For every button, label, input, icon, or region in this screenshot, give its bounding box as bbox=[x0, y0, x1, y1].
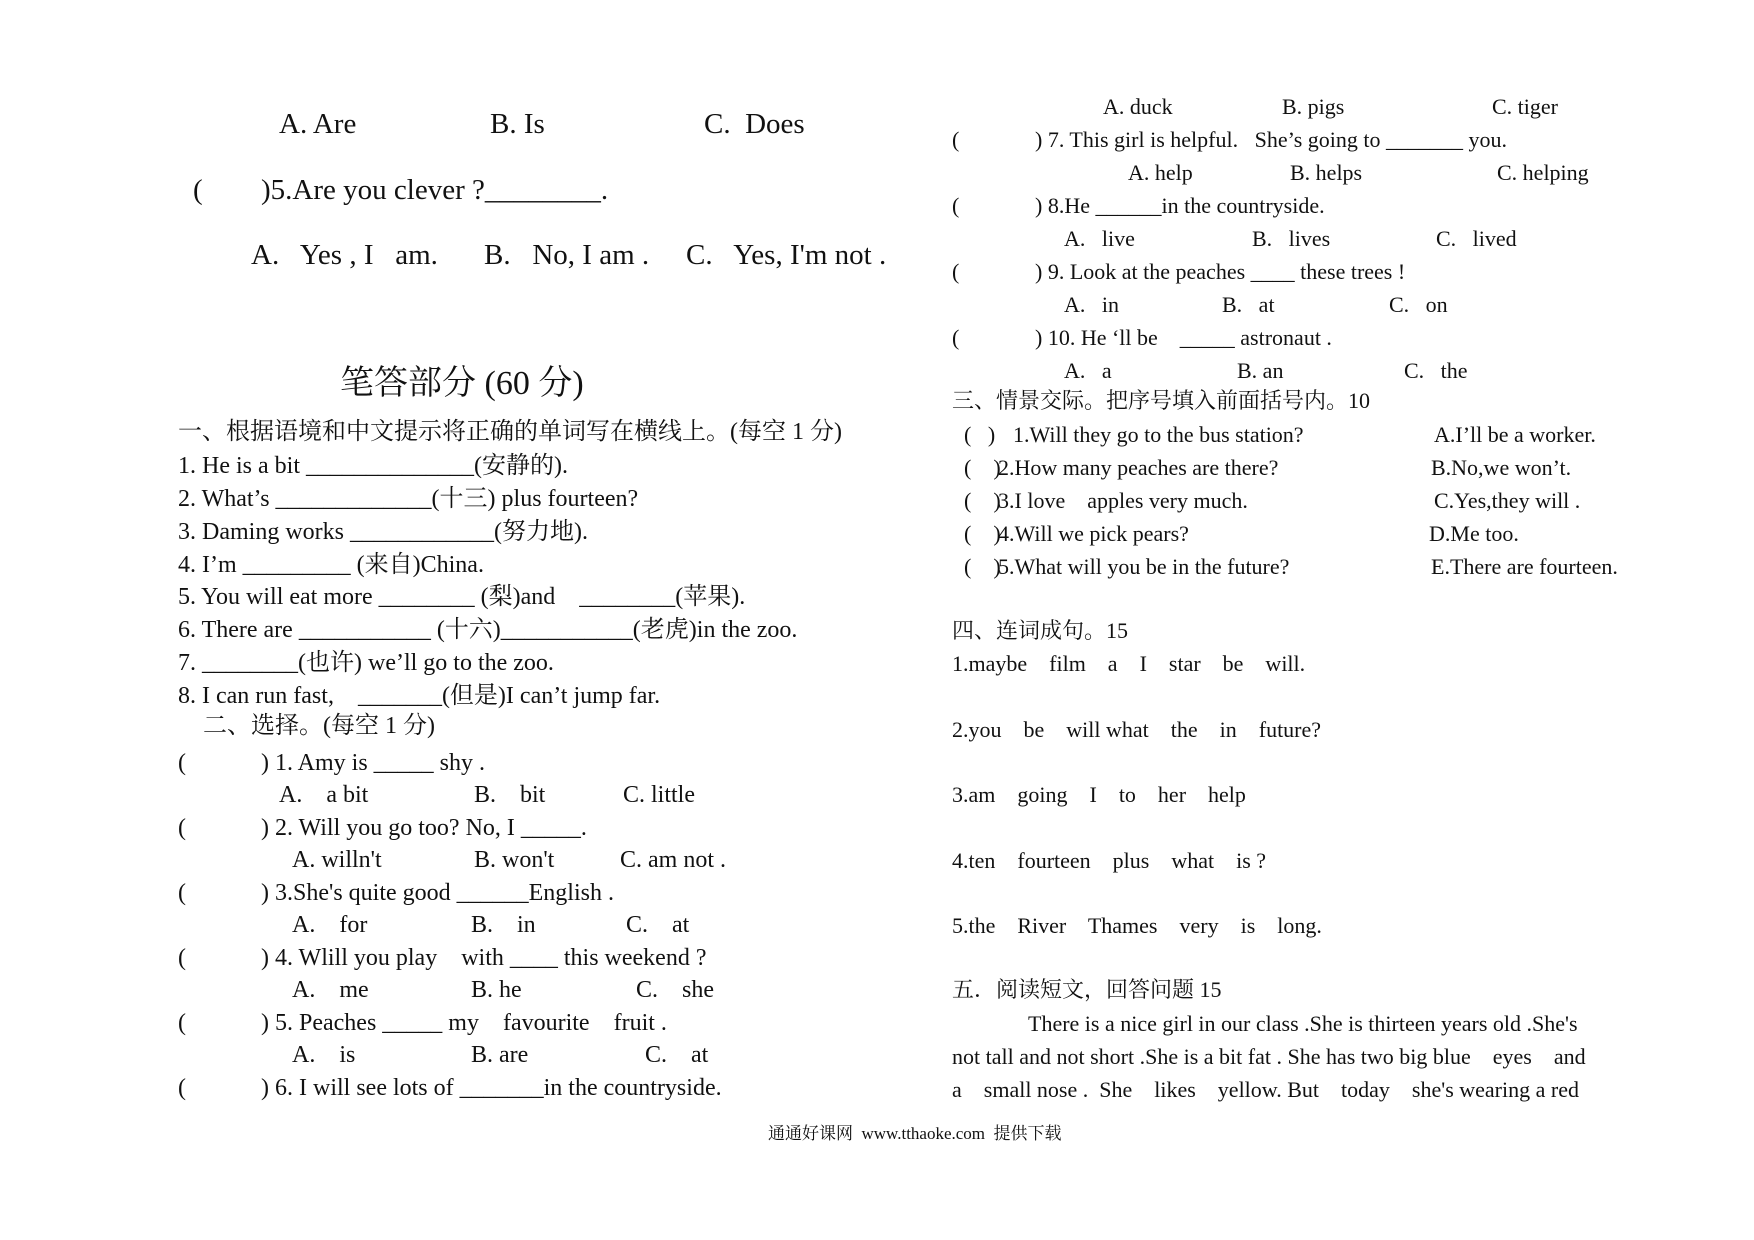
choice-q6: ) 6. I will see lots of _______in the countryside. bbox=[261, 1075, 722, 1101]
choice-q8-option-b: B. lives bbox=[1252, 226, 1331, 251]
q5-option-b: B. No, I am . bbox=[484, 239, 650, 271]
part4-heading: 四、连词成句。15 bbox=[952, 618, 1129, 643]
choice-q10-option-a: A. a bbox=[1064, 358, 1112, 383]
choice-q2-option-a: A. willn't bbox=[292, 847, 382, 873]
part1-item-6: 6. There are ___________ (十六)___________(老虎)in the zoo. bbox=[178, 617, 798, 643]
reorder-item-5: 5.the River Thames very is long. bbox=[952, 913, 1322, 938]
reorder-item-2: 2.you be will what the in future? bbox=[952, 717, 1322, 742]
part1-item-1: 1. He is a bit ______________(安静的). bbox=[178, 453, 568, 479]
part1-heading: 一、根据语境和中文提示将正确的单词写在横线上。(每空 1 分) bbox=[178, 419, 842, 445]
choice-q2-option-c: C. am not . bbox=[620, 847, 726, 873]
choice-q10-option-c: C. the bbox=[1404, 358, 1468, 383]
choice-paren: ( bbox=[952, 325, 960, 350]
choice-q7-option-a: A. help bbox=[1128, 160, 1193, 185]
part3-heading: 三、情景交际。把序号填入前面括号内。10 bbox=[952, 388, 1371, 413]
choice-q1-option-b: B. bit bbox=[474, 782, 546, 808]
choice-paren: ( bbox=[178, 750, 186, 776]
reorder-item-1: 1.maybe film a I star be will. bbox=[952, 651, 1306, 676]
choice-paren: ( bbox=[178, 1075, 186, 1101]
q5-question: )5.Are you clever ?________. bbox=[261, 174, 609, 206]
choice-q1-option-a: A. a bit bbox=[279, 782, 369, 808]
reorder-item-4: 4.ten fourteen plus what is ? bbox=[952, 848, 1267, 873]
match-answer-e: E.There are fourteen. bbox=[1431, 554, 1618, 579]
reading-line-2: not tall and not short .She is a bit fat . She has two big blue eyes and bbox=[952, 1044, 1586, 1069]
footer-credit: 通通好课网 www.tthaoke.com 提供下载 bbox=[768, 1124, 1062, 1143]
match-paren: ( ) bbox=[964, 554, 1001, 579]
choice-q8-option-c: C. lived bbox=[1436, 226, 1517, 251]
q4-option-b: B. Is bbox=[490, 108, 545, 140]
choice-q9-option-c: C. on bbox=[1389, 292, 1448, 317]
match-question-5: 5.What will you be in the future? bbox=[998, 554, 1290, 579]
q5-option-a: A. Yes , I am. bbox=[251, 239, 438, 271]
choice-q3-option-b: B. in bbox=[471, 912, 536, 938]
choice-paren: ( bbox=[178, 815, 186, 841]
choice-q9: ) 9. Look at the peaches ____ these trees ! bbox=[1035, 259, 1406, 284]
choice-q7-option-b: B. helps bbox=[1290, 160, 1363, 185]
choice-q3-option-a: A. for bbox=[292, 912, 368, 938]
q5-option-c: C. Yes, I'm not . bbox=[686, 239, 887, 271]
q5-paren-open: ( bbox=[193, 174, 203, 206]
choice-q5-option-b: B. are bbox=[471, 1042, 529, 1068]
part2-heading: 二、选择。(每空 1 分) bbox=[203, 713, 435, 739]
choice-q3: ) 3.She's quite good ______English . bbox=[261, 880, 614, 906]
match-question-4: 4.Will we pick pears? bbox=[998, 521, 1189, 546]
choice-paren: ( bbox=[178, 880, 186, 906]
choice-q9-option-b: B. at bbox=[1222, 292, 1275, 317]
choice-paren: ( bbox=[952, 193, 960, 218]
q6-option-c: C. tiger bbox=[1492, 94, 1558, 119]
choice-paren: ( bbox=[178, 945, 186, 971]
reading-line-1: There is a nice girl in our class .She is thirteen years old .She's bbox=[1028, 1011, 1578, 1036]
choice-q1-option-c: C. little bbox=[623, 782, 695, 808]
part1-item-4: 4. I’m _________ (来自)China. bbox=[178, 552, 484, 578]
choice-q4-option-c: C. she bbox=[636, 977, 714, 1003]
match-question-3: 3.I love apples very much. bbox=[998, 488, 1248, 513]
choice-q2-option-b: B. won't bbox=[474, 847, 555, 873]
choice-q2: ) 2. Will you go too? No, I _____. bbox=[261, 815, 587, 841]
choice-q4: ) 4. Wlill you play with ____ this weekend ? bbox=[261, 945, 707, 971]
q6-option-a: A. duck bbox=[1103, 94, 1173, 119]
choice-q8-option-a: A. live bbox=[1064, 226, 1135, 251]
section-title: 笔答部分 (60 分) bbox=[340, 365, 584, 402]
choice-q7: ) 7. This girl is helpful. She’s going to _______ you. bbox=[1035, 127, 1507, 152]
choice-q3-option-c: C. at bbox=[626, 912, 690, 938]
choice-q10: ) 10. He ‘ll be _____ astronaut . bbox=[1035, 325, 1332, 350]
match-answer-b: B.No,we won’t. bbox=[1431, 455, 1572, 480]
reading-line-3: a small nose . She likes yellow. But today she's wearing a red bbox=[952, 1077, 1579, 1102]
match-paren: ( ) bbox=[964, 521, 1001, 546]
match-paren: ( ) bbox=[964, 488, 1001, 513]
choice-q7-option-c: C. helping bbox=[1497, 160, 1589, 185]
choice-q4-option-a: A. me bbox=[292, 977, 369, 1003]
match-paren: ( ) bbox=[964, 422, 996, 447]
choice-q5-option-c: C. at bbox=[645, 1042, 709, 1068]
match-answer-a: A.I’ll be a worker. bbox=[1434, 422, 1596, 447]
match-answer-c: C.Yes,they will . bbox=[1434, 488, 1581, 513]
choice-paren: ( bbox=[952, 127, 960, 152]
q6-option-b: B. pigs bbox=[1282, 94, 1345, 119]
choice-q5: ) 5. Peaches _____ my favourite fruit . bbox=[261, 1010, 667, 1036]
part1-item-5: 5. You will eat more ________ (梨)and ________(苹果). bbox=[178, 584, 746, 610]
part5-heading: 五．阅读短文，回答问题 15 bbox=[952, 977, 1222, 1002]
part1-item-7: 7. ________(也许) we’ll go to the zoo. bbox=[178, 650, 554, 676]
part1-item-3: 3. Daming works ____________(努力地). bbox=[178, 519, 588, 545]
reorder-item-3: 3.am going I to her help bbox=[952, 782, 1246, 807]
q4-option-c: C. Does bbox=[704, 108, 805, 140]
part1-item-8: 8. I can run fast, _______(但是)I can’t jump far. bbox=[178, 683, 661, 709]
choice-q5-option-a: A. is bbox=[292, 1042, 356, 1068]
q4-option-a: A. Are bbox=[279, 108, 357, 140]
choice-paren: ( bbox=[178, 1010, 186, 1036]
match-question-2: 2.How many peaches are there? bbox=[998, 455, 1279, 480]
choice-q10-option-b: B. an bbox=[1237, 358, 1284, 383]
choice-q4-option-b: B. he bbox=[471, 977, 522, 1003]
choice-q8: ) 8.He ______in the countryside. bbox=[1035, 193, 1325, 218]
choice-paren: ( bbox=[952, 259, 960, 284]
choice-q9-option-a: A. in bbox=[1064, 292, 1119, 317]
match-question-1: 1.Will they go to the bus station? bbox=[1013, 422, 1304, 447]
part1-item-2: 2. What’s _____________(十三) plus fourteen? bbox=[178, 486, 639, 512]
choice-q1: ) 1. Amy is _____ shy . bbox=[261, 750, 486, 776]
match-paren: ( ) bbox=[964, 455, 1001, 480]
match-answer-d: D.Me too. bbox=[1429, 521, 1519, 546]
